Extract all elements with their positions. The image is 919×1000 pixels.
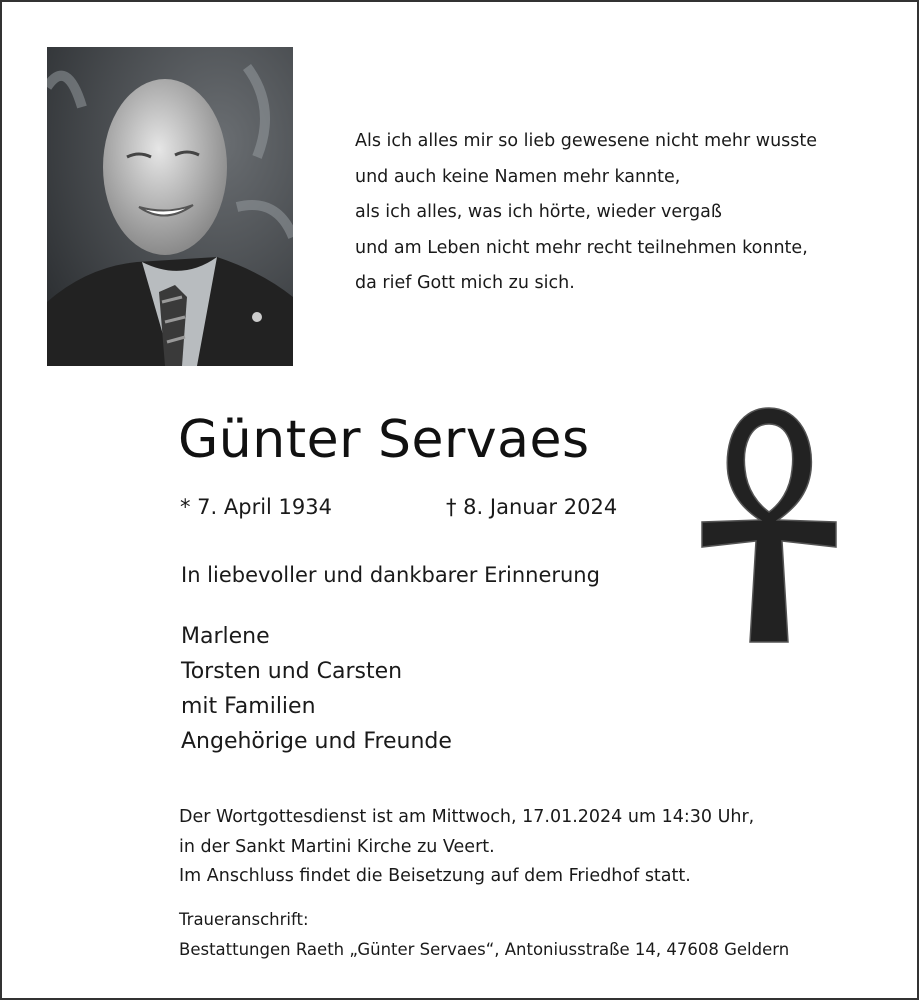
poem-line: da rief Gott mich zu sich. xyxy=(355,273,575,294)
poem-line: als ich alles, was ich hörte, wieder vergaß xyxy=(355,202,722,223)
poem-line: und am Leben nicht mehr recht teilnehmen konnte, xyxy=(355,237,808,258)
poem xyxy=(355,124,817,302)
service-info xyxy=(179,803,754,892)
memory-line: In liebevoller und dankbarer Erinnerung xyxy=(181,563,600,587)
service-line: in der Sankt Martini Kirche zu Veert. xyxy=(179,836,495,857)
death-date: † 8. Januar 2024 xyxy=(446,495,618,519)
poem-line: Als ich alles mir so lieb gewesene nicht mehr wusste xyxy=(355,131,818,151)
birth-date: * 7. April 1934 xyxy=(180,495,333,519)
deceased-name: Günter Servaes xyxy=(178,410,590,470)
mourners-list xyxy=(181,619,452,759)
address-label: Traueranschrift: xyxy=(179,910,309,929)
portrait-photo xyxy=(47,47,293,366)
mourner: mit Familien xyxy=(181,694,316,719)
mourner: Torsten und Carsten xyxy=(181,659,403,684)
mourner: Marlene xyxy=(181,624,270,649)
mourning-address: Bestattungen Raeth „Günter Servaes“, Antoniusstraße 14, 47608 Geldern xyxy=(179,940,790,959)
poem-line: und auch keine Namen mehr kannte, xyxy=(355,166,681,187)
service-line: Im Anschluss findet die Beisetzung auf dem Friedhof statt. xyxy=(179,866,691,886)
ankh-icon xyxy=(698,404,840,648)
mourner: Angehörige und Freunde xyxy=(181,729,452,754)
service-line: Der Wortgottesdienst ist am Mittwoch, 17.01.2024 um 14:30 Uhr, xyxy=(179,807,755,827)
